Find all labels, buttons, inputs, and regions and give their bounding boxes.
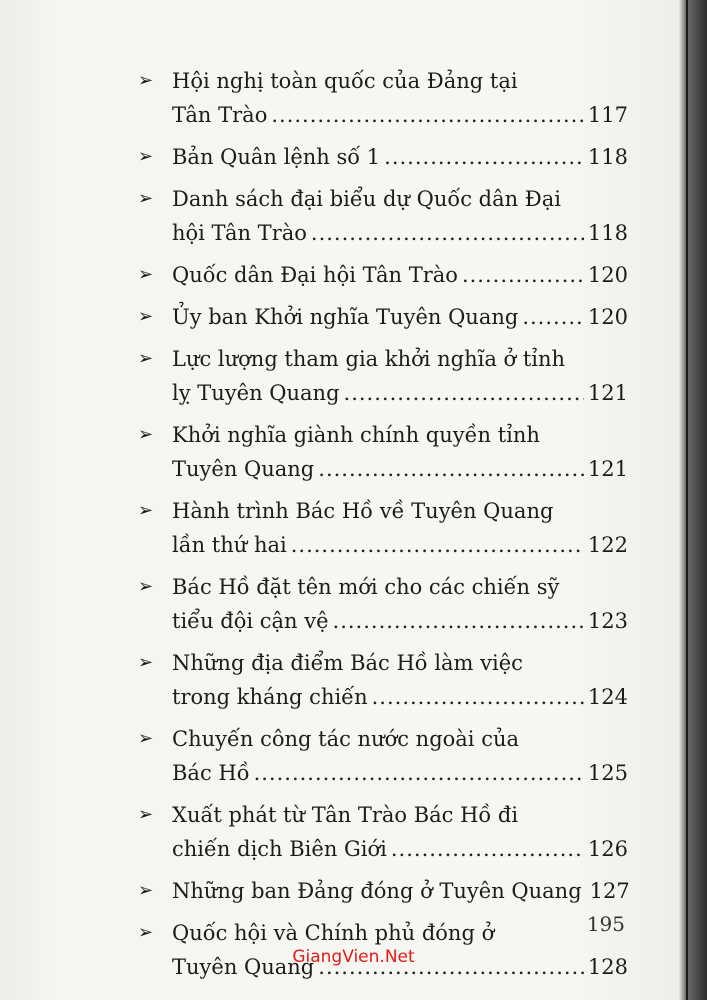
toc-entry-line — [138, 98, 628, 132]
toc-entry-line — [138, 528, 628, 562]
toc-entry-line — [138, 300, 628, 334]
arrowhead-bullet-icon: ➢ — [138, 500, 154, 521]
toc-entry-line — [138, 64, 628, 98]
watermark-text: GiangVien.Net — [292, 947, 415, 967]
arrowhead-bullet-icon: ➢ — [138, 424, 154, 445]
toc-entry-page: 118 — [587, 221, 628, 245]
dot-leader — [462, 258, 584, 292]
toc-entry-title: lỵ Tuyên Quang — [172, 381, 340, 405]
dot-leader — [522, 300, 584, 334]
toc-entry-title: Những ban Đảng đóng ở Tuyên Quang — [172, 879, 582, 903]
dot-leader — [344, 376, 584, 410]
toc-entry-page: 118 — [587, 145, 628, 169]
dot-leader — [318, 452, 584, 486]
arrowhead-bullet-icon: ➢ — [138, 146, 154, 167]
toc-entry-line — [138, 722, 628, 756]
toc-entry-line — [138, 494, 628, 528]
toc-entry-page: 117 — [587, 103, 628, 127]
toc-entry — [138, 418, 628, 486]
toc-entry — [138, 300, 628, 334]
toc-entry-line — [138, 258, 628, 292]
toc-entry-title: Quốc dân Đại hội Tân Trào — [172, 263, 458, 287]
toc-entry-line — [138, 604, 628, 638]
toc-entry-line — [138, 798, 628, 832]
toc-entry-title: Bản Quân lệnh số 1 — [172, 145, 381, 169]
arrowhead-bullet-icon: ➢ — [138, 264, 154, 285]
toc-entry-line — [138, 216, 628, 250]
toc-entry-line — [138, 756, 628, 790]
toc-entry-title: Khởi nghĩa giành chính quyền tỉnh — [172, 423, 540, 447]
arrowhead-bullet-icon: ➢ — [138, 70, 154, 91]
toc-entry-page: 128 — [587, 955, 628, 979]
toc-entry-page: 126 — [587, 837, 628, 861]
arrowhead-bullet-icon: ➢ — [138, 576, 154, 597]
toc-entry-line — [138, 570, 628, 604]
toc-entry-title: Tuyên Quang — [172, 457, 315, 481]
toc-entry-title: Ủy ban Khởi nghĩa Tuyên Quang — [172, 305, 519, 329]
arrowhead-bullet-icon: ➢ — [138, 188, 154, 209]
dot-leader — [291, 528, 584, 562]
arrowhead-bullet-icon: ➢ — [138, 922, 154, 943]
toc-entry-title: Bác Hồ đặt tên mới cho các chiến sỹ — [172, 575, 560, 599]
arrowhead-bullet-icon: ➢ — [138, 652, 154, 673]
dot-leader — [271, 98, 584, 132]
toc-entry-title: tiểu đội cận vệ — [172, 609, 329, 633]
dot-leader — [311, 216, 584, 250]
toc-entry-line — [138, 832, 628, 866]
toc-entry — [138, 874, 628, 908]
toc-entry-title: Tân Trào — [172, 103, 268, 127]
toc-entry-line — [138, 140, 628, 174]
toc-entry-title: Chuyến công tác nước ngoài của — [172, 727, 520, 751]
toc-entry-page: 120 — [587, 305, 628, 329]
toc-entry-page: 125 — [587, 761, 628, 785]
arrowhead-bullet-icon: ➢ — [138, 348, 154, 369]
toc-entry-page: 120 — [587, 263, 628, 287]
toc-entry — [138, 182, 628, 250]
toc-entry-title: Danh sách đại biểu dự Quốc dân Đại — [172, 187, 561, 211]
toc-entry-line — [138, 182, 628, 216]
toc-entry — [138, 64, 628, 132]
toc-entry-line — [138, 342, 628, 376]
toc-entry — [138, 258, 628, 292]
dot-leader — [372, 680, 584, 714]
toc-entry-page: 122 — [587, 533, 628, 557]
toc-entry-title: Quốc hội và Chính phủ đóng ở — [172, 921, 495, 945]
toc-entry-page: 121 — [587, 457, 628, 481]
toc-entry-title: chiến dịch Biên Giới — [172, 837, 387, 861]
toc-entry-line — [138, 646, 628, 680]
arrowhead-bullet-icon: ➢ — [138, 804, 154, 825]
dot-leader — [333, 604, 584, 638]
toc-entry — [138, 140, 628, 174]
toc-entry — [138, 798, 628, 866]
toc-entry-line — [138, 874, 628, 908]
table-of-contents — [138, 64, 628, 992]
toc-entry-title: hội Tân Trào — [172, 221, 307, 245]
toc-entry-title: Tuyên Quang — [172, 955, 315, 979]
arrowhead-bullet-icon: ➢ — [138, 306, 154, 327]
toc-entry — [138, 494, 628, 562]
toc-entry-line — [138, 680, 628, 714]
toc-entry-line — [138, 418, 628, 452]
toc-entry — [138, 646, 628, 714]
toc-entry-page: 124 — [587, 685, 628, 709]
page-number: 195 — [586, 912, 625, 936]
page-edge — [686, 0, 688, 1000]
toc-entry-title: Xuất phát từ Tân Trào Bác Hồ đi — [172, 803, 519, 827]
toc-entry — [138, 342, 628, 410]
toc-entry-title: Hội nghị toàn quốc của Đảng tại — [172, 69, 518, 93]
toc-entry-page: 121 — [587, 381, 628, 405]
dot-leader — [391, 832, 584, 866]
toc-entry-line — [138, 452, 628, 486]
toc-entry-line — [138, 376, 628, 410]
toc-entry-title: lần thứ hai — [172, 533, 287, 557]
toc-entry — [138, 570, 628, 638]
toc-entry-title: Những địa điểm Bác Hồ làm việc — [172, 651, 523, 675]
toc-entry-page: 127 — [589, 879, 630, 903]
arrowhead-bullet-icon: ➢ — [138, 728, 154, 749]
toc-entry-title: Lực lượng tham gia khởi nghĩa ở tỉnh — [172, 347, 566, 371]
arrowhead-bullet-icon: ➢ — [138, 880, 154, 901]
dot-leader — [254, 756, 584, 790]
dot-leader — [384, 140, 584, 174]
toc-entry-title: trong kháng chiến — [172, 685, 368, 709]
toc-entry-line — [138, 916, 628, 950]
toc-entry-title: Bác Hồ — [172, 761, 250, 785]
toc-entry-title: Hành trình Bác Hồ về Tuyên Quang — [172, 499, 554, 523]
toc-entry-page: 123 — [587, 609, 628, 633]
toc-entry — [138, 722, 628, 790]
